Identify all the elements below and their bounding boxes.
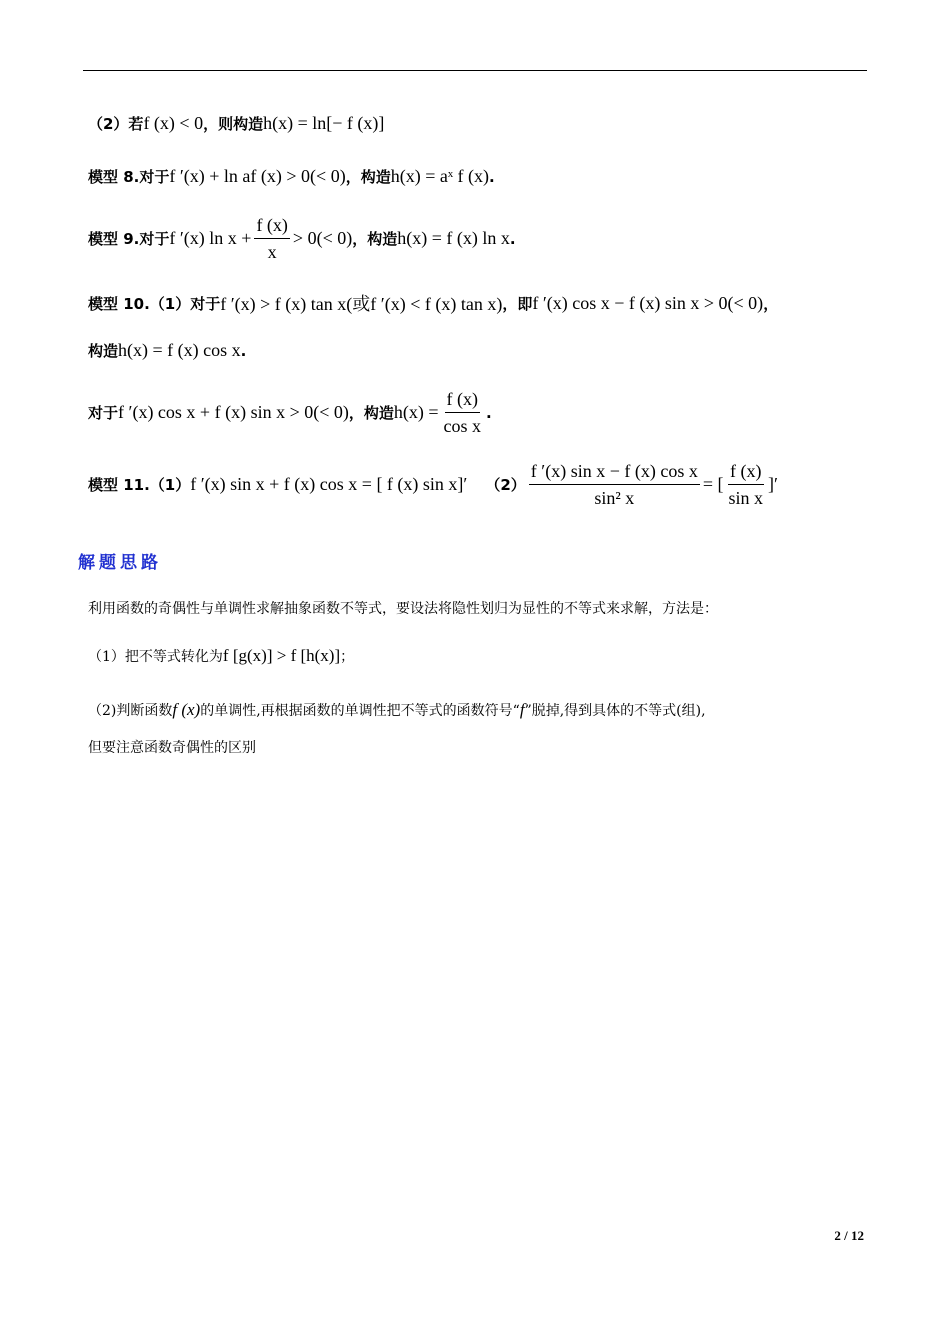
- fraction: $\frac{f (x)}{x}$: [256, 215, 288, 262]
- fraction: $\frac{f (x)}{\text{sin x}}$: [728, 461, 764, 508]
- model-9: 模型 9.对于 f ′(x) ln x + $\frac{f (x)}{x}$ > 0(< 0) ，构造 h(x) = f (x) ln x .: [88, 215, 516, 262]
- model-8: 模型 8.对于 f ′(x) + ln af (x) > 0(< 0) ，构造 h(x) = aˣ f (x) .: [88, 166, 495, 186]
- model-7-case-2: （2）若 f (x) < 0 ，则构造 h(x) = ln[− f (x)]: [88, 113, 385, 133]
- paragraph-2: （1）把不等式转化为 f [g(x)] > f [h(x)] ；: [88, 646, 355, 665]
- section-title: 解题思路: [78, 553, 162, 573]
- model-10-case-2: 对于 f ′(x) cos x + f (x) sin x > 0(< 0) ，构造 h(x) = $\frac{f (x)}{\text{cos x}}$ .: [88, 389, 492, 436]
- model-10-construct: 构造 h(x) = f (x) cos x .: [88, 340, 247, 360]
- paragraph-1: 利用函数的奇偶性与单调性求解抽象函数不等式，要设法将隐性划归为显性的不等式来求解，方法是：: [88, 601, 718, 617]
- fraction: $\frac{f (x)}{\text{cos x}}$: [443, 389, 482, 436]
- paragraph-4: 但要注意函数奇偶性的区别: [88, 740, 256, 756]
- model-11: 模型 11.（1） f ′(x) sin x + f (x) cos x = [ f (x) sin x]′ （2） $\frac{\text{f ′(x) sin x − f (x) cos x}}{\text{sin² x}}$ = [ $\frac{f (x)}{\text{sin x}}$ ]′: [88, 461, 778, 508]
- header-rule: [83, 70, 867, 71]
- paragraph-3: （2)判断函数 f (x) 的单调性,再根据函数的单调性把不等式的函数符号“ f ”脱掉,得到具体的不等式(组),: [88, 700, 706, 719]
- fraction: $\frac{\text{f ′(x) sin x − f (x) cos x}}{\text{sin² x}}$: [530, 461, 698, 508]
- model-10-case-1: 模型 10.（1）对于 f ′(x) > f (x) tan x(或f ′(x) < f (x) tan x) ，即 f ′(x) cos x − f (x) sin x > 0(< 0) ，: [88, 292, 779, 314]
- page-number: 2 / 12: [834, 1228, 864, 1243]
